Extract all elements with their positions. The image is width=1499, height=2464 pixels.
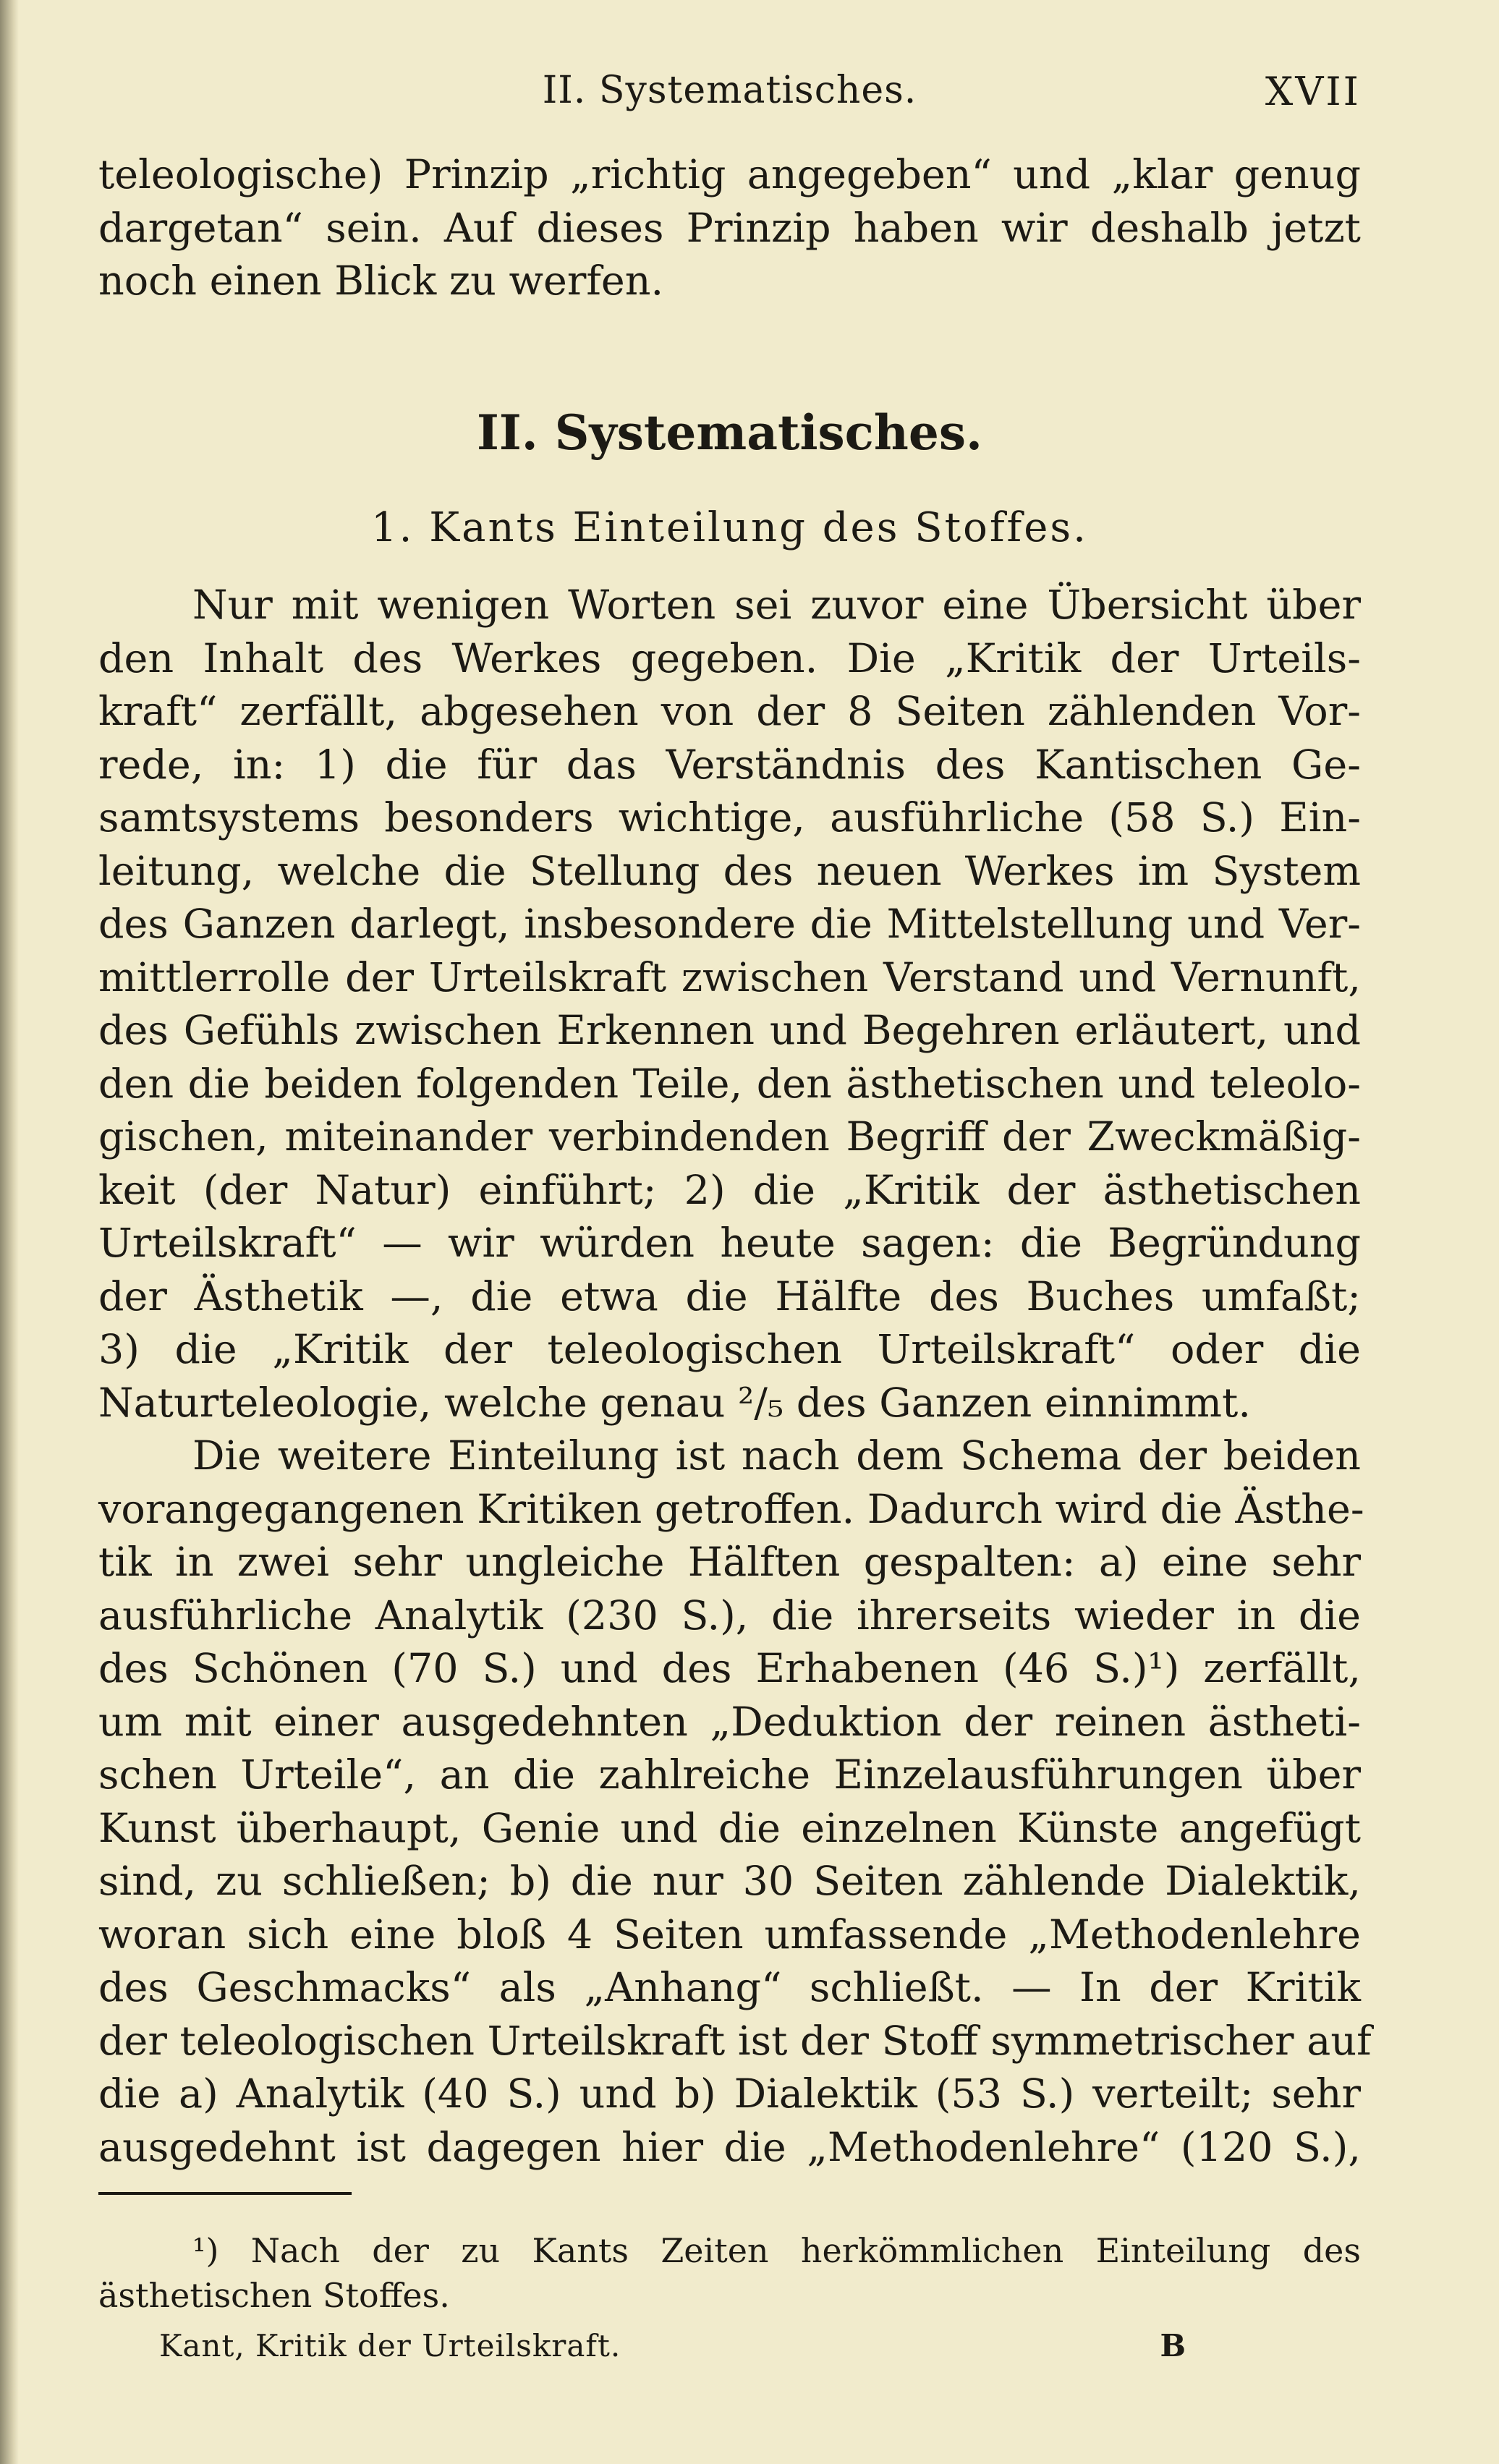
text-line: mittlerrolle der Urteilskraft zwischen Verstand und Vernunft,	[98, 953, 1361, 1001]
signature-mark: B	[1160, 2328, 1186, 2363]
text-line: woran sich eine bloß 4 Seiten umfassende „Methodenlehre	[98, 1911, 1361, 1958]
text-line: des Geschmacks“ als „Anhang“ schließt. — In der Kritik	[98, 1964, 1361, 2011]
footnote-divider	[98, 2192, 352, 2195]
text-line: um mit einer ausgedehnten „Deduktion der reinen ästheti-	[98, 1698, 1361, 1746]
text-line: leitung, welche die Stellung des neuen Werkes im System	[98, 847, 1361, 895]
subsection-heading: 1. Kants Einteilung des Stoffes.	[371, 504, 1088, 551]
text-line: des Ganzen darlegt, insbesondere die Mittelstellung und Ver-	[98, 901, 1361, 948]
text-line: vorangegangenen Kritiken getroffen. Dadurch wird die Ästhe-	[98, 1485, 1364, 1533]
text-line: des Schönen (70 S.) und des Erhabenen (46 S.)¹) zerfällt,	[98, 1645, 1361, 1692]
paragraph-overview	[98, 579, 1361, 1429]
text-line: Die weitere Einteilung ist nach dem Schema der beiden	[192, 1432, 1361, 1479]
text-line: samtsystems besonders wichtige, ausführliche (58 S.) Ein-	[98, 794, 1361, 841]
footnote-line: ästhetischen Stoffes.	[98, 2276, 450, 2315]
text-line: ausführliche Analytik (230 S.), die ihrerseits wieder in die	[98, 1592, 1361, 1639]
paragraph-division	[98, 1429, 1372, 2174]
text-line: der Ästhetik —, die etwa die Hälfte des Buches umfaßt;	[98, 1273, 1361, 1320]
signature-footer	[159, 2328, 1186, 2379]
text-line: 3) die „Kritik der teleologischen Urteilskraft“ oder die	[98, 1326, 1361, 1373]
text-line: Naturteleologie, welche genau ²/₅ des Ganzen einnimmt.	[98, 1379, 1251, 1427]
text-line: gischen, miteinander verbindenden Begriff der Zweckmäßig-	[98, 1113, 1361, 1160]
footer-title: Kant, Kritik der Urteilskraft.	[159, 2328, 621, 2363]
text-line: rede, in: 1) die für das Verständnis des Kantischen Ge-	[98, 741, 1361, 789]
text-line: der teleologischen Urteilskraft ist der Stoff symmetrischer auf	[98, 2017, 1372, 2065]
text-line: den Inhalt des Werkes gegeben. Die „Kritik der Urteils-	[98, 634, 1361, 682]
text-line: tik in zwei sehr ungleiche Hälften gespalten: a) eine sehr	[98, 1539, 1361, 1586]
text-line: die a) Analytik (40 S.) und b) Dialektik (53 S.) verteilt; sehr	[98, 2070, 1361, 2117]
running-header	[98, 69, 1361, 127]
running-header-title: II. Systematisches.	[542, 69, 917, 112]
footnote-line: ¹) Nach der zu Kants Zeiten herkömmlichen Einteilung des	[192, 2231, 1361, 2270]
text-line: noch einen Blick zu werfen.	[98, 258, 664, 305]
intro-paragraph	[98, 148, 1361, 308]
footnote	[98, 2228, 1361, 2318]
text-line: dargetan“ sein. Auf dieses Prinzip haben wir deshalb jetzt	[98, 204, 1361, 252]
page-number: XVII	[1265, 69, 1361, 114]
text-line: des Gefühls zwischen Erkennen und Begehren erläutert, und	[98, 1007, 1361, 1054]
text-line: sind, zu schließen; b) die nur 30 Seiten zählende Dialektik,	[98, 1858, 1361, 1905]
section-heading: II. Systematisches.	[477, 404, 982, 461]
text-line: schen Urteile“, an die zahlreiche Einzelausführungen über	[98, 1751, 1361, 1798]
page-binding-shadow	[0, 0, 19, 2464]
text-line: Nur mit wenigen Worten sei zuvor eine Übersicht über	[192, 582, 1361, 629]
text-line: Urteilskraft“ — wir würden heute sagen: die Begründung	[98, 1220, 1361, 1267]
text-line: keit (der Natur) einführt; 2) die „Kritik der ästhetischen	[98, 1166, 1361, 1214]
text-line: Kunst überhaupt, Genie und die einzelnen Künste angefügt	[98, 1804, 1361, 1852]
text-line: kraft“ zerfällt, abgesehen von der 8 Seiten zählenden Vor-	[98, 688, 1361, 735]
text-line: ausgedehnt ist dagegen hier die „Methodenlehre“ (120 S.),	[98, 2123, 1361, 2171]
text-line: den die beiden folgenden Teile, den ästhetischen und teleolo-	[98, 1060, 1361, 1108]
text-line: teleologische) Prinzip „richtig angegeben“ und „klar genug	[98, 151, 1361, 198]
